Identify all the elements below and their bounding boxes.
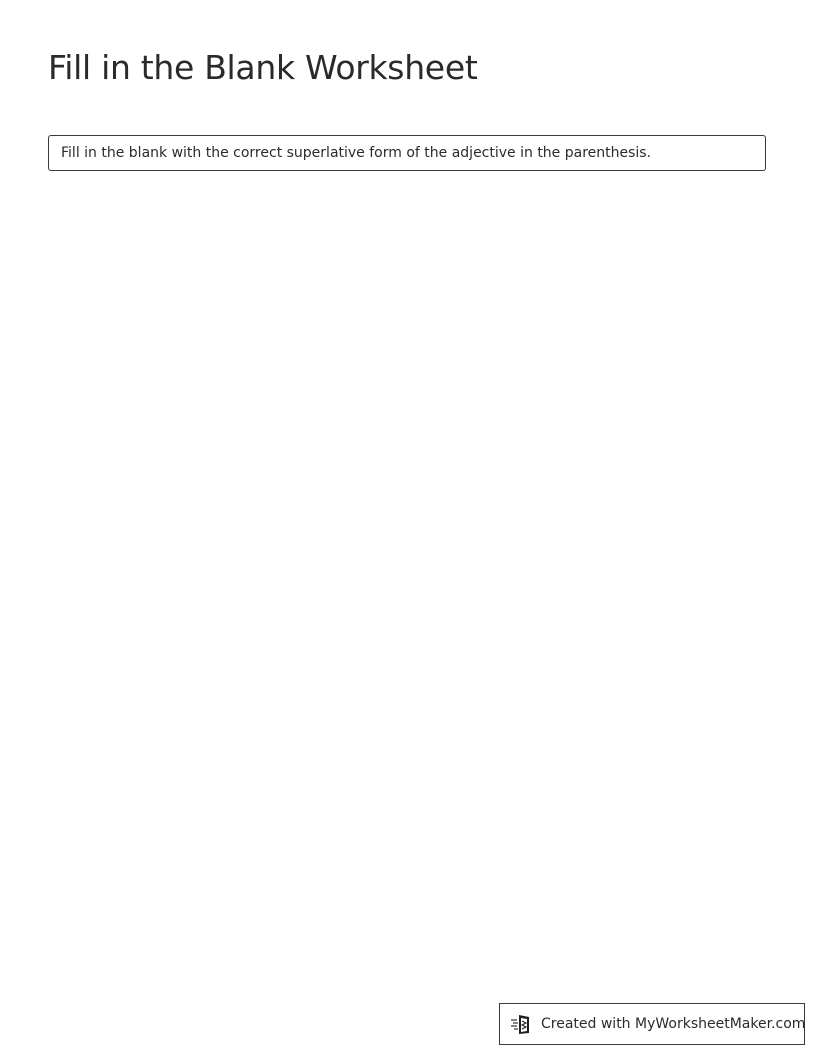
instructions-box — [48, 135, 766, 171]
created-with-badge[interactable] — [499, 1003, 805, 1045]
worksheet-title: Fill in the Blank Worksheet — [48, 48, 478, 87]
worksheet-maker-logo-icon — [510, 1012, 534, 1036]
instructions-text: Fill in the blank with the correct superlative form of the adjective in the parenthesis. — [61, 145, 652, 161]
credit-text: Created with MyWorksheetMaker.com — [541, 1016, 806, 1032]
